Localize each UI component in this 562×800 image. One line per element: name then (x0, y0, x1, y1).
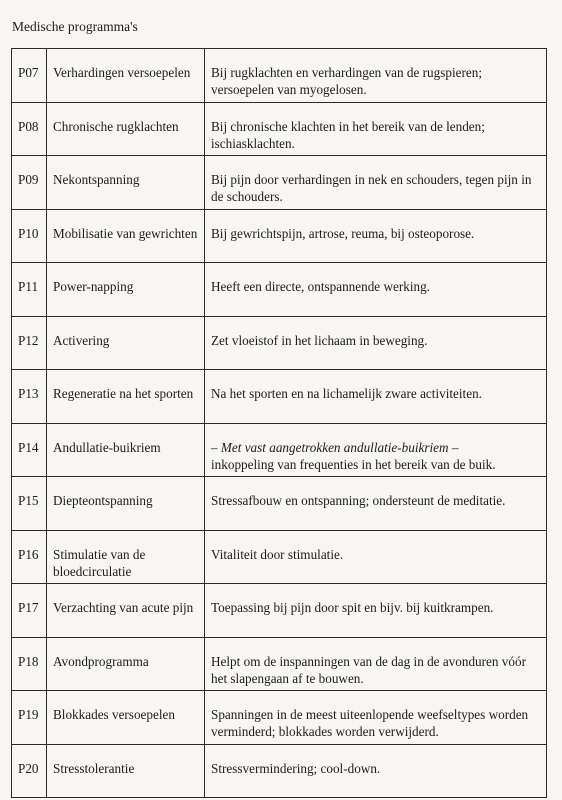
table-row (12, 691, 547, 745)
program-description: Zet vloeistof in het lichaam in beweging. (205, 316, 547, 370)
table-row (12, 477, 547, 531)
program-description: Spanningen in de meest uiteenlopende weefseltypes worden verminderd; blokkades worden verwijderd. (205, 691, 547, 745)
program-description: Bij pijn door verhardingen in nek en schouders, tegen pijn in de schouders. (205, 156, 547, 210)
table-row (12, 423, 547, 477)
program-name: Mobilisatie van gewrichten (47, 209, 205, 263)
program-description (205, 423, 547, 477)
table-row (12, 49, 547, 103)
program-name: Verhardingen versoepelen (47, 49, 205, 103)
program-code: P19 (12, 691, 47, 745)
programs-table-body (12, 49, 547, 798)
programs-table (11, 48, 547, 798)
program-name: Power-napping (47, 263, 205, 317)
program-description: Helpt om de inspanningen van de dag in de avonduren vóór het slapengaan af te bouwen. (205, 637, 547, 691)
table-row (12, 102, 547, 156)
program-name: Blokkades versoepelen (47, 691, 205, 745)
program-name: Verzachting van acute pijn (47, 584, 205, 638)
program-description: Na het sporten en na lichamelijk zware activiteiten. (205, 370, 547, 424)
program-code: P08 (12, 102, 47, 156)
program-code: P18 (12, 637, 47, 691)
program-description-note: – Met vast aangetrokken andullatie-buikriem – (211, 439, 459, 455)
program-code: P17 (12, 584, 47, 638)
table-row (12, 584, 547, 638)
program-description: Stressafbouw en ontspanning; ondersteunt de meditatie. (205, 477, 547, 531)
program-name: Stresstolerantie (47, 744, 205, 798)
program-name: Activering (47, 316, 205, 370)
program-name: Stimulatie van de bloedcirculatie (47, 530, 205, 584)
program-description: Bij gewrichtspijn, artrose, reuma, bij osteoporose. (205, 209, 547, 263)
program-code: P13 (12, 370, 47, 424)
program-code: P15 (12, 477, 47, 531)
program-description: Bij chronische klachten in het bereik van de lenden; ischiasklachten. (205, 102, 547, 156)
program-description: Vitaliteit door stimulatie. (205, 530, 547, 584)
program-code: P10 (12, 209, 47, 263)
program-name: Avondprogramma (47, 637, 205, 691)
program-name: Diepteontspanning (47, 477, 205, 531)
program-description: Bij rugklachten en verhardingen van de rugspieren; versoepelen van myogelosen. (205, 49, 547, 103)
program-code: P09 (12, 156, 47, 210)
program-description: Stressvermindering; cool-down. (205, 744, 547, 798)
table-row (12, 637, 547, 691)
program-code: P16 (12, 530, 47, 584)
program-code: P12 (12, 316, 47, 370)
table-row (12, 316, 547, 370)
program-description: Toepassing bij pijn door spit en bijv. bij kuitkrampen. (205, 584, 547, 638)
table-row (12, 744, 547, 798)
program-name: Andullatie-buikriem (47, 423, 205, 477)
program-description: Heeft een directe, ontspannende werking. (205, 263, 547, 317)
page-title: Medische programma's (12, 19, 138, 34)
program-description-text: inkoppeling van frequenties in het bereik van de buik. (211, 456, 496, 472)
program-code: P20 (12, 744, 47, 798)
program-name: Nekontspanning (47, 156, 205, 210)
program-name: Regeneratie na het sporten (47, 370, 205, 424)
table-row (12, 263, 547, 317)
program-code: P14 (12, 423, 47, 477)
table-row (12, 209, 547, 263)
table-row (12, 156, 547, 210)
table-row (12, 370, 547, 424)
program-code: P11 (12, 263, 47, 317)
program-code: P07 (12, 49, 47, 103)
program-name: Chronische rugklachten (47, 102, 205, 156)
table-row (12, 530, 547, 584)
